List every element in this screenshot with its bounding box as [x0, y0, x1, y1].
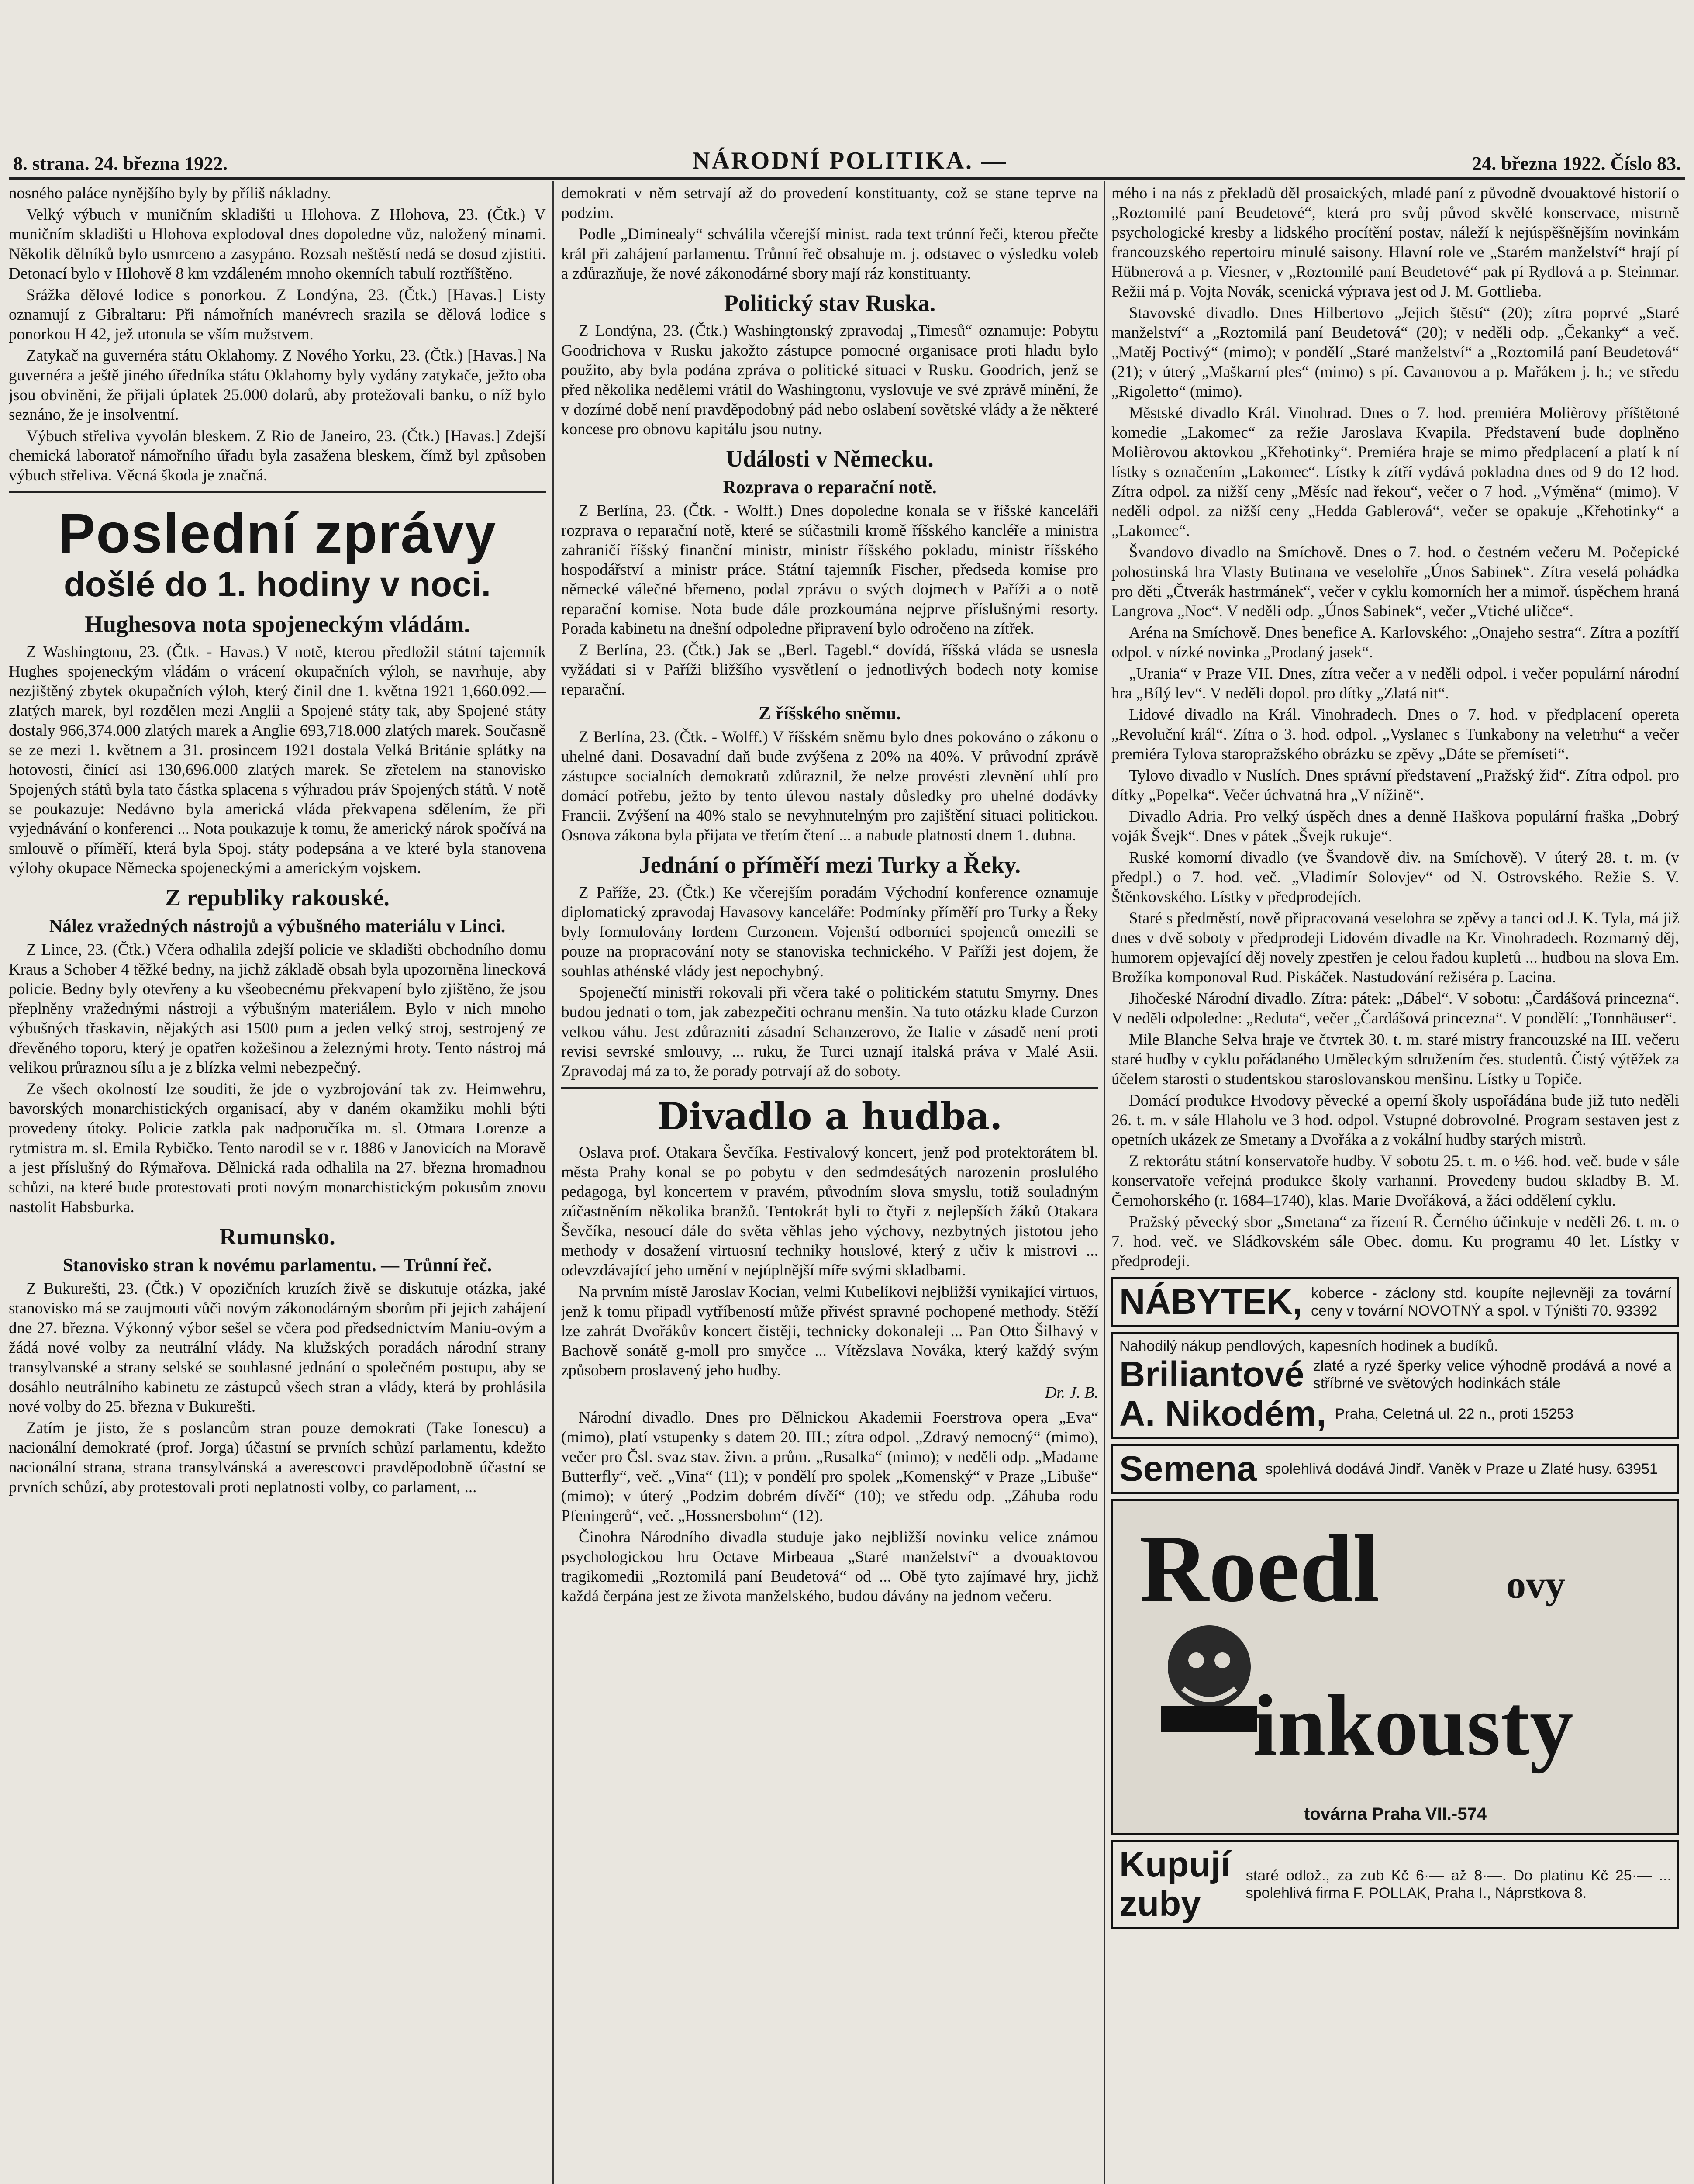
- column-divider: [1104, 181, 1105, 2184]
- section-separator: [9, 491, 546, 493]
- article-paragraph: Spojenečtí ministři rokovali při včera také o politickém statutu Smyrny. Dnes budou jednati o tom, jak zabezpečiti ochranu menšin. Na tuto otázku klade Curzon velkou váhu. Jest zdůrazniti zásadní Schanzerovo, že Italie v zásadě není proti revisi sevrské smlouvy, ... ruku, že Turci uznají italská práva v Malé Asii. Zpravodaj má za to, že porady potrvají až do soboty.: [561, 984, 1098, 1080]
- article-paragraph: Staré s předměstí, nově připracovaná veselohra se zpěvy a tanci od J. K. Tyla, má již dnes v dvě soboty v předprodeji Lidovém divadle na Kr. Vinohradech. Rozmarný děj, humorem opjevající děj novely zpestřen je celou řadou kupletů ... hudbou na slova Em. Brožíka komponoval Rud. Piskáček. Nastudování režiséra p. Lacina.: [1111, 909, 1679, 986]
- article-headline: Hughesova nota spojeneckým vládám.: [84, 611, 470, 637]
- article-paragraph: Mile Blanche Selva hraje ve čtvrtek 30. t. m. staré mistry francouzské na III. večeru staré hudby v cyklu pořádaného Uměleckým sdružením čes. studentů. Čistý výtěžek za účelem starosti o studentskou staroslovanskou menšinu. Lístky u Topiče.: [1111, 1031, 1679, 1088]
- ad-jeweller-address: Praha, Celetná ul. 22 n., proti 15253: [1335, 1406, 1574, 1422]
- author-signature: Dr. J. B.: [1045, 1384, 1098, 1402]
- article-paragraph: Domácí produkce Hvodovy pěvecké a operní školy uspořádána bude již tuto neděli 26. t. m. v sále Hlaholu ve 3 hod. odpol. Vstupné dobrovolné. Program sestaven jest z opetních ukázek ze Smetany a Dvořáka a z vokální hudby starých mistrů.: [1111, 1092, 1679, 1149]
- latest-news-banner: [9, 503, 546, 605]
- article-paragraph: Z Washingtonu, 23. (Čtk. - Havas.) V notě, kterou předložil státní tajemník Hughes spojeneckým vládám o vrácení okupačních výloh, se navrhuje, aby nezjištěný zbytek okupačních výloh, který činil dne 1. května 1921 1,660.092.— zlatých marek, byl rozdělen mezi Anglii a Spojené státy tak, aby Spojené státy dostaly 966,374.000 zlatých marek a Anglie 693,718.000 zlatých marek. Současně se ze mezi 1. květnem a 31. prosincem 1921 dostala Velká Británie splátky na hotovosti, činící asi 130,696.000 zlatých marek. Se zřetelem na stanovisko Spojených států byla tato částka splacena s výhradou práv Spojených států. V notě se poukazuje: Nedávno byla americká vláda překvapena sdělením, že při vyjednávání o konferenci ... Nota poukazuje k tomu, že americký nárok spočívá na smlouvě o příměří, která byla Spoj. státy podepsána a ve které byla stanovena výlohy okupace Německa spojeneckými a americkým vojskem.: [9, 643, 546, 877]
- article-paragraph: Z Londýna, 23. (Čtk.) Washingtonský zpravodaj „Timesů“ oznamuje: Pobytu Goodrichova v Rusku jakožto zástupce pomocné organisace proti hladu bylo použito, aby byla podána zpráva o politické situaci v Rusku. Goodrich, jenž se před několika nedělemi vrátil do Washingtonu, vyslovuje ve své zprávě mínění, že v dozírné době není pravděpodobný pád nebo oslabení sovětské vlády a že některé koncese pro obnovu kapitálu jsou nutny.: [561, 322, 1098, 438]
- running-header: [13, 144, 1681, 175]
- ad-teeth-buying: [1111, 1840, 1679, 1929]
- ad-seeds-title: Semena: [1119, 1449, 1257, 1489]
- ad-seeds: [1111, 1444, 1679, 1494]
- article-paragraph: Lidové divadlo na Král. Vinohradech. Dnes o 7. hod. v předplacení opereta „Revoluční král“. Zítra o 3. hod. odpol. „Vyslanec s Tunkabony na veletrhu“ a večer premiéra Tylova staropražského obrázku se zpěvy „Dáte se přemíseti“.: [1111, 706, 1679, 763]
- article-paragraph: demokrati v něm setrvají až do provedení konstituanty, což se stane teprve na podzim.: [561, 184, 1098, 222]
- ad-jewellery: [1111, 1332, 1679, 1439]
- ad-roedl-inks: [1111, 1499, 1679, 1835]
- article-paragraph: Divadlo Adria. Pro velký úspěch dnes a denně Haškova populární fraška „Dobrý voják Švejk“. Dnes v pátek „Švejk rukuje“.: [1111, 808, 1679, 845]
- ad-furniture-title: NÁBYTEK,: [1119, 1282, 1303, 1322]
- latest-news-subtitle: došlé do 1. hodiny v noci.: [64, 565, 491, 604]
- ad-furniture-text: koberce - záclony std. koupíte nejlevněji za tovární ceny v tovární NOVOTNÝ a spol. v Týništi 70. 93392: [1311, 1285, 1671, 1319]
- article-paragraph: Ruské komorní divadlo (ve Švandově div. na Smíchově). V úterý 28. t. m. (v předpl.) o 7. hod. več. „Vladimír Solovjev“ od N. Ostrovského. Režie S. V. Štěnkovského. Lístky v předprodejích.: [1111, 849, 1679, 906]
- article-paragraph: Z Bukurešti, 23. (Čtk.) V opozičních kruzích živě se diskutuje otázka, jaké stanovisko má se zaujmouti vůči novým zákonodárným sborům při jejich zahájení dne 27. března. Výkonný výbor sešel se včera pod předsednictvím Maniu-ovým a žádá nové volby za neutrální vlády. Na klužských poradách národní strany transylvanské a strany selské se souhlasné jednání o společném postupu, aby se dosáhlo neutrálního kabinetu ze zástupců všech stran a vlády, která by prohlásila nové volby do 25. března v Bukurešti.: [9, 1280, 546, 1416]
- column-3: [1111, 183, 1679, 2184]
- article-paragraph: Z Berlína, 23. (Čtk. - Wolff.) V říšském sněmu bylo dnes pokováno o zákonu o uhelné dani. Dosavadní daň bude zvýšena z 20% na 40%. V průvodní zprávě zástupce socialních demokratů zdůraznil, že nelze provésti zlevnění uhlí pro domácí potřebu, ježto by tento úlevou nastaly důsledky pro uhelné dodávky Francii. Zvýšení na 40% stalo se nevyhnutelným pro zajištění situaci politickou. Osnova zákona byla přijata ve třetím čtení ... a nabude platnosti dnem 1. dubna.: [561, 728, 1098, 844]
- latest-news-title: Poslední zprávy: [58, 502, 497, 565]
- theatre-section-title: Divadlo a hudba.: [657, 1095, 1003, 1138]
- article-subheadline: Nález vražedných nástrojů a výbušného materiálu v Linci.: [49, 916, 506, 936]
- article-paragraph: Ze všech okolností lze souditi, že jde o vyzbrojování tak zv. Heimwehru, bavorských monarchistických organisací, aby v daném okamžiku mohli býti provedeny útoky. Policie zatkla pak nadporučíka m. sl. Otmara Lorenze a rytmistra m. sl. Emila Rybičko. Tento narodil se v r. 1886 v Janovicích na Moravě a jest příslušný do Rýmařova. Dělnická rada odhalila na 27. března hromadnou schůzi, na které bude protestovati proti novým monarchistickým pokusům znovu nastolit Habsburka.: [9, 1080, 546, 1216]
- ad-teeth-title: Kupují zuby: [1119, 1845, 1231, 1924]
- article-paragraph: mého i na nás z překladů děl prosaických, mladé paní z původně dvouaktové historií o „Roztomilé paní Beudetové“, která pro svůj původ skvělé konservace, mistrně psychologické kresby a lidského procítění postav, náleží k nejúspěšnějším novinkám francouzského repertoiru minulé saisony. Hlavní role ve „Starém manželství“ hrají pí Hübnerová a p. Viesner, v „Roztomilé paní Beudetové“ pak pí Rydlová a p. Steinmar. Režii má p. Vojta Novák, scenická výprava jest od J. M. Gottlieba.: [1111, 184, 1679, 301]
- article-paragraph: nosného paláce nynějšího byly by příliš nákladny.: [9, 184, 331, 202]
- article-paragraph: Činohra Národního divadla studuje jako nejbližší novinku velice známou psychologickou hru Octave Mirbeaua „Staré manželství“ a dvouaktovou tragikomedii „Roztomilá paní Beudetová“ od ... Obě tyto zajímavé hry, jichž každá čerpána jest ze života manželského, budou dávány na jednom večeru.: [561, 1528, 1098, 1605]
- article-paragraph: Národní divadlo. Dnes pro Dělnickou Akademii Foerstrova opera „Eva“ (mimo), platí vstupenky s datem 20. III.; zítra odpol. „Zdravý nemocný“ (mimo), večer pro Čsl. svaz stav. živn. a prům. „Rusalka“ (mimo); v neděli odp. „Madame Butterfly“, več. „Vina“ (11); v pondělí pro spolek „Komenský“ v Praze „Libuše“ (mimo); v úterý „Podzim dobrém dívčí“ (10); ve středu odp. „Záhuba rodu Pfeningerů“, več. „Hossnersbohm“ (12).: [561, 1409, 1098, 1525]
- article-paragraph: Městské divadlo Král. Vinohrad. Dnes o 7. hod. premiéra Molièrovy příštětoné komedie „Lakomec“ za režie Jaroslava Kvapila. Představení bude doplněno Molièrovou aktovkou „Křehotinky“. Premiéra hraje se mimo předplacení a platí k ní lístky s označením „Lakomec“. Lístky k zítří vydává pokladna dnes od 9 do 12 hod. Zítra odpol. za nižší ceny „Měsíc nad řekou“, večer o 7 hod. „Výměna“ (mimo). V neděli odpol. za nižší ceny „Hedda Gablerová“, večer se opakuje „Křehotinky“ a „Lakomec“.: [1111, 404, 1679, 540]
- article-paragraph: Stavovské divadlo. Dnes Hilbertovo „Jejich štěstí“ (20); zítra poprvé „Staré manželství“ a „Roztomilá paní Beudetová“ (20); v neděli odp. „Čekanky“ a več. „Matěj Poctivý“ (mimo); v pondělí „Staré manželství“ a „Roztomilá paní Beudetová“ (21); v úterý „Maškarní ples“ (mimo) s pí. Cavanovou a p. Mařákem j. h.; ve středu „Rigoletto“ (mimo).: [1111, 304, 1679, 401]
- ad-teeth-text: staré odlož., za zub Kč 6·— až 8·—. Do platinu Kč 25·— ... spolehlivá firma F. POLLAK, Praha I., Náprstkova 8.: [1245, 1867, 1671, 1901]
- article-paragraph: Pražský pěvecký sbor „Smetana“ za řízení R. Černého účinkuje v neděli 26. t. m. o 7. hod. več. ve Sládkovském sále Obec. domu. Ku programu 40 let. Lístky v předprodeji.: [1111, 1213, 1679, 1270]
- column-divider: [552, 181, 554, 2184]
- article-paragraph: „Urania“ v Praze VII. Dnes, zítra večer a v neděli odpol. i večer populární národní hra „Bílý lev“. V neděli dopol. pro dítky „Zlatá nit“.: [1111, 665, 1679, 702]
- article-headline: Z republiky rakouské.: [165, 885, 390, 911]
- article-paragraph: Z Berlína, 23. (Čtk.) Jak se „Berl. Tagebl.“ dovídá, říšská vláda se usnesla vyžádati si v Paříži bližšího vysvětlení o jednotlivých bodech noty komise reparační.: [561, 641, 1098, 698]
- ad-jewellery-text: zlaté a ryzé šperky velice výhodně prodává a nové a stříbrné ve světových hodinkách stále: [1313, 1358, 1671, 1392]
- ad-furniture: [1111, 1277, 1679, 1327]
- header-right: 24. března 1922. Číslo 83.: [1472, 153, 1681, 174]
- ad-roedl-factory: továrna Praha VII.-574: [1304, 1804, 1487, 1824]
- article-paragraph: Na prvním místě Jaroslav Kocian, velmi Kubelíkovi nejbližší vynikající virtuos, jenž k tomu připadl vytříbeností může přivést spravné pochopené methody. Stěží lze zahrát Dvořákův koncert čistěji, technicky dokonaleji ... Pan Otto Šilhavý v Bachově sonátě g-moll pro smyčce ... Vítězslava Nováka, který každý svým způsobem proslavený jeho hudby.: [561, 1283, 1098, 1379]
- article-paragraph: Z Paříže, 23. (Čtk.) Ke včerejším poradám Východní konference oznamuje diplomatický zpravodaj Havasovy kanceláře: Podmínky příměří pro Turky a Řeky byly formulovány lordem Curzonem. Vojenští odborníci spojenců omezili se pouze na propracování noty se stanoviska technického. V Paříži jest dojem, že souhlas athénské vlády jest nepochybný.: [561, 884, 1098, 980]
- header-rule: [9, 177, 1685, 180]
- article-paragraph: Aréna na Smíchově. Dnes benefice A. Karlovského: „Onajeho sestra“. Zítra a pozítří odpol. v nízké novinka „Prodaný jasek“.: [1111, 624, 1679, 661]
- article-paragraph: Švandovo divadlo na Smíchově. Dnes o 7. hod. o čestném večeru M. Počepické pohostinská hra Vlasty Butinana ve veselohře „Únos Sabinek“. Zítra veselá pohádka pro děti „Čtverák hastrmánek“, večer v cyklu komorních her a mimoř. úspěchem hraná Langrova „Noc“. V neděli odp. „Únos Sabinek“, večer „Vtiché uličce“.: [1111, 543, 1679, 620]
- ad-roedl-brand: Roedl: [1139, 1515, 1380, 1622]
- column-2: [561, 183, 1098, 2184]
- article-headline: Politický stav Ruska.: [724, 290, 936, 316]
- column-1: [9, 183, 546, 2184]
- article-paragraph: Výbuch střeliva vyvolán bleskem. Z Rio de Janeiro, 23. (Čtk.) [Havas.] Zdejší chemická laboratoř námořního úřadu byla zasažena bleskem, čímž byl způsoben výbuch střeliva. Věcná škoda je značná.: [9, 427, 546, 484]
- article-paragraph: Srážka dělové lodice s ponorkou. Z Londýna, 23. (Čtk.) [Havas.] Listy oznamují z Gibraltaru: Při námořních manévrech srazila se dělová lodice s ponorkou H 42, jež utonula se vším mužstvem.: [9, 286, 546, 343]
- article-subheadline: Stanovisko stran k novému parlamentu. — Trůnní řeč.: [62, 1255, 492, 1275]
- article-subheadline: Z říšského sněmu.: [759, 704, 901, 724]
- article-paragraph: Zatím je jisto, že s poslancům stran pouze demokrati (Take Ionescu) a nacionální demokraté (prof. Jorga) účastní se prvních schůzí parlamentu, kdežto nacionální strana, strana transylvánská a averescovci pravděpodobně účastní se prvních schůzí, aby protestovali proti neplatnosti volby, co parlament, ...: [9, 1419, 546, 1496]
- advertisements: [1111, 1277, 1679, 1929]
- ad-jewellery-title: Briliantové: [1119, 1355, 1304, 1394]
- article-headline: Události v Německu.: [726, 446, 934, 472]
- header-left: 8. strana. 24. března 1922.: [13, 153, 228, 174]
- masthead-title: NÁRODNÍ POLITIKA. —: [692, 147, 1008, 174]
- article-paragraph: Z Lince, 23. (Čtk.) Včera odhalila zdejší policie ve skladišti obchodního domu Kraus a Schober 4 těžké bedny, na jichž základě obsah byla upozorněna linecková policie. Bedny byly otevřeny a ku všeobecnému překvapení bylo zjištěno, že jsou přeplněny vražednými nástroji a výbušným materiálem. Bylo v nich mnoho výbušných třaskavin, nějakých asi 1500 pum a jeden velký stroj, sestrojený ze dřevěného toporu, který je opatřen kožešinou a železnými hroty. Tento nástroj má velikou průraznou sílu a je z blízka velmi nebezpečný.: [9, 941, 546, 1077]
- ad-roedl-product: inkousty: [1253, 1677, 1573, 1774]
- ad-jeweller-name: A. Nikodém,: [1119, 1394, 1326, 1434]
- article-paragraph: Z Berlína, 23. (Čtk. - Wolff.) Dnes dopoledne konala se v říšské kanceláři rozprava o reparační notě, které se súčastnili kromě říšského kancléře a ministra zahraničí říšský finanční ministr, ministr říšského pokladu, ministr říšského hospodářství a ministr práce. Státní tajemník Fischer, předseda komise pro německé válečné břemeno, podal zprávu o svých dojmech v Paříži a o notě reparační komise. Nota bude dále prozkoumána nejprve příslušnými resorty. Porada kabinetu na dnešní odpoledne připravení bylo odročeno na zítřek.: [561, 502, 1098, 638]
- article-headline: Jednání o příměří mezi Turky a Řeky.: [638, 852, 1021, 878]
- ad-seeds-text: spolehlivá dodává Jindř. Vaněk v Praze u Zlaté husy. 63951: [1265, 1461, 1658, 1477]
- article-paragraph: Z rektorátu státní konservatoře hudby. V sobotu 25. t. m. o ½6. hod. več. bude v sále konservatoře veřejná produkce školy varhanní. Provedeny budou skladby B. M. Černohorského (r. 1684–1740), klas. Marie Dvořáková, a žáci oddělení cyklu.: [1111, 1152, 1679, 1209]
- article-paragraph: Zatykač na guvernéra státu Oklahomy. Z Nového Yorku, 23. (Čtk.) [Havas.] Na guvernéra a ještě jiného úředníka státu Oklahomy byly vydány zatykače, ježto oba jsou obviněni, že přijali úplatek 25.000 dolarů, aby protežovali banku, o níž bylo seznáno, že je insolventní.: [9, 347, 546, 424]
- article-paragraph: Oslava prof. Otakara Ševčíka. Festivalový koncert, jenž pod protektorátem bl. města Prahy konal se po pobytu v den sedmdesátých narozenin proslulého pedagoga, byl koncertem v pravém, původním slova smyslu, totiž souladným zúčastněním několika branžů. Tentokrát byli to čtyři z nejlepších žáků Otakara Ševčíka, nesoucí dále do světa věhlas jeho výchovy, nezbytných jistotou jeho methody v dosažení virtuosní techniky houslové, který z učiv k mistrovi ... odevzdávající jeho umění v nejúplnější míře svými skladbami.: [561, 1144, 1098, 1279]
- article-paragraph: Tylovo divadlo v Nuslích. Dnes správní představení „Pražský žid“. Zítra odpol. pro dítky „Popelka“. Večer úchvatná hra „V nížině“.: [1111, 767, 1679, 804]
- article-headline: Rumunsko.: [219, 1223, 335, 1250]
- article-paragraph: Jihočeské Národní divadlo. Zítra: pátek: „Dábel“. V sobotu: „Čardášová princezna“. V neděli odpoledne: „Reduta“, večer „Čardášová princezna“. V pondělí: „Tonnhäuser“.: [1111, 990, 1679, 1027]
- article-paragraph: Podle „Diminealy“ schválila včerejší minist. rada text trůnní řeči, kterou přečte král při zahájení parlamentu. Trůnní řeč obsahuje m. j. odstavec o výsledku voleb a zdůrazňuje, že nové zákonodárné sbory mají ráz konstituanty.: [561, 225, 1098, 283]
- article-paragraph: Velký výbuch v muničním skladišti u Hlohova. Z Hlohova, 23. (Čtk.) V muničním skladišti u Hlohova explodoval dnes dopoledne vůz, naložený minami. Několik dělníků bylo usmrceno a zasypáno. Rozsah neštěstí nedá se dosud zjistiti. Detonací bylo v Hlohově 8 km vzdáleném mnoho okenních tabulí roztříštěno.: [9, 206, 546, 283]
- ad-jewellery-intro: Nahodilý nákup pendlových, kapesních hodinek a budíků.: [1119, 1338, 1498, 1355]
- section-separator: [561, 1087, 1098, 1089]
- article-subheadline: Rozprava o reparační notě.: [723, 477, 937, 498]
- ad-roedl-brand-suffix: ovy: [1506, 1563, 1565, 1607]
